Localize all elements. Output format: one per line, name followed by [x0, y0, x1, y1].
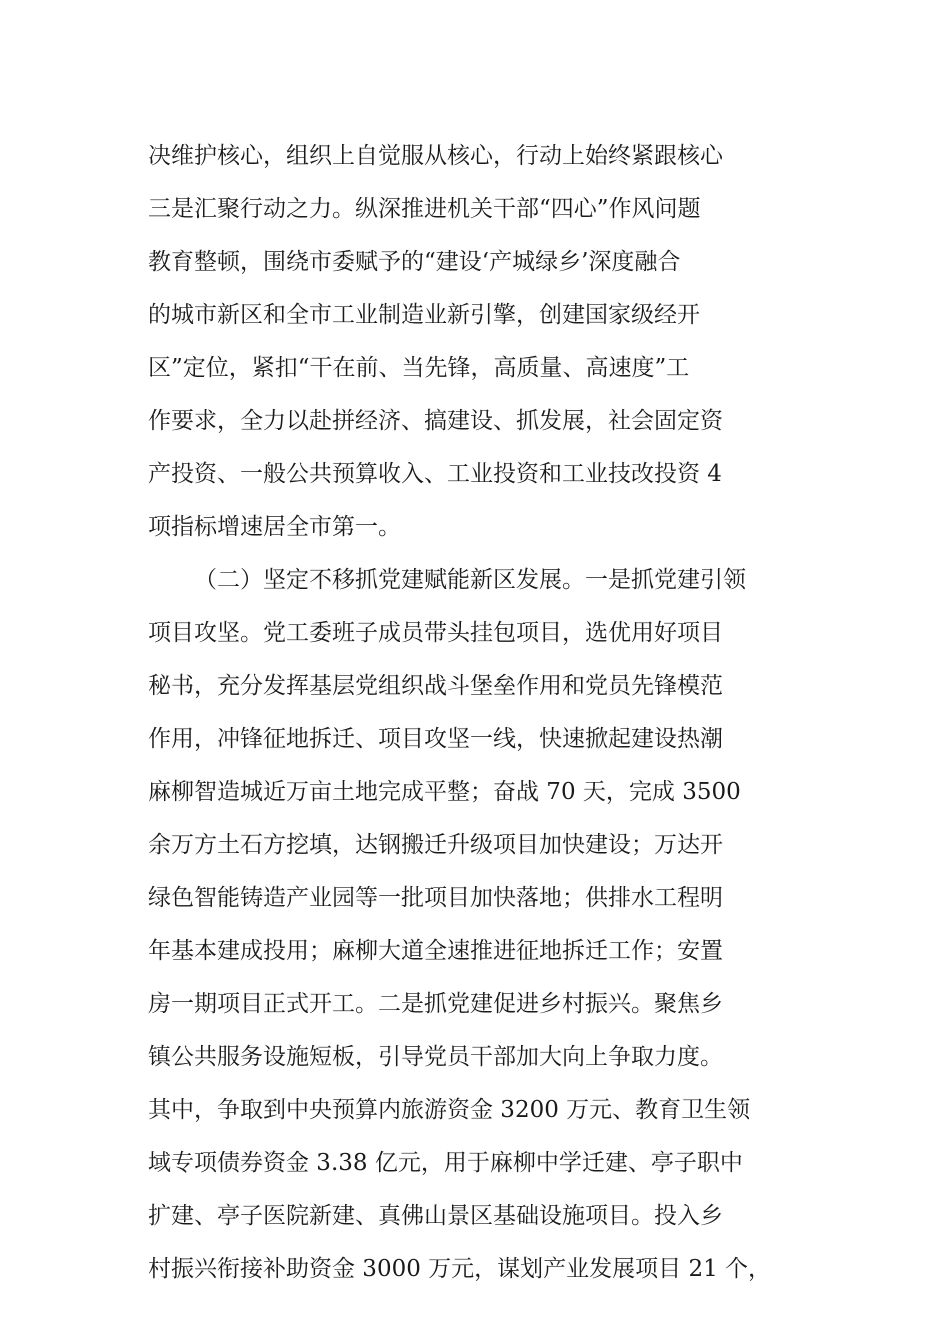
- text-line: 扩建、亭子医院新建、真佛山景区基础设施项目。投入乡: [148, 1203, 723, 1229]
- text-line: 房一期项目正式开工。二是抓党建促进乡村振兴。聚焦乡: [148, 991, 723, 1017]
- text-line: 作用，冲锋征地拆迁、项目攻坚一线，快速掀起建设热潮: [148, 726, 723, 752]
- text-line: 项目攻坚。党工委班子成员带头挂包项目，选优用好项目: [148, 620, 723, 646]
- text-line: 作要求，全力以赴拼经济、搞建设、抓发展，社会固定资: [148, 408, 723, 434]
- text-line: 教育整顿，围绕市委赋予的“建设‘产城绿乡’深度融合: [148, 249, 681, 275]
- text-line: 三是汇聚行动之力。纵深推进机关干部“四心”作风问题: [148, 196, 701, 222]
- text-line: 镇公共服务设施短板，引导党员干部加大向上争取力度。: [148, 1044, 723, 1070]
- text-line: 村振兴衔接补助资金 3000 万元，谋划产业发展项目 21 个，: [148, 1256, 772, 1282]
- body-text: [148, 130, 818, 1296]
- text-line: 其中，争取到中央预算内旅游资金 3200 万元、教育卫生领: [148, 1097, 751, 1123]
- text-line: 绿色智能铸造产业园等一批项目加快落地；供排水工程明: [148, 885, 723, 911]
- text-line: 区”定位，紧扣“干在前、当先锋，高质量、高速度”工: [148, 355, 690, 381]
- text-line: 域专项债券资金 3.38 亿元，用于麻柳中学迁建、亭子职中: [148, 1150, 743, 1176]
- text-line: 余万方土石方挖填，达钢搬迁升级项目加快建设；万达开: [148, 832, 723, 858]
- text-line: 年基本建成投用；麻柳大道全速推进征地拆迁工作；安置: [148, 938, 723, 964]
- text-line: 麻柳智造城近万亩土地完成平整；奋战 70 天，完成 3500: [148, 779, 741, 805]
- text-line: 产投资、一般公共预算收入、工业投资和工业技改投资 4: [148, 461, 722, 487]
- text-line: 的城市新区和全市工业制造业新引擎，创建国家级经开: [148, 302, 700, 328]
- text-line: 项指标增速居全市第一。: [148, 514, 401, 540]
- text-line: 秘书，充分发挥基层党组织战斗堡垒作用和党员先锋模范: [148, 673, 723, 699]
- text-line: 决维护核心，组织上自觉服从核心，行动上始终紧跟核心: [148, 143, 723, 169]
- section-heading-line: （二）坚定不移抓党建赋能新区发展。一是抓党建引领: [194, 567, 746, 593]
